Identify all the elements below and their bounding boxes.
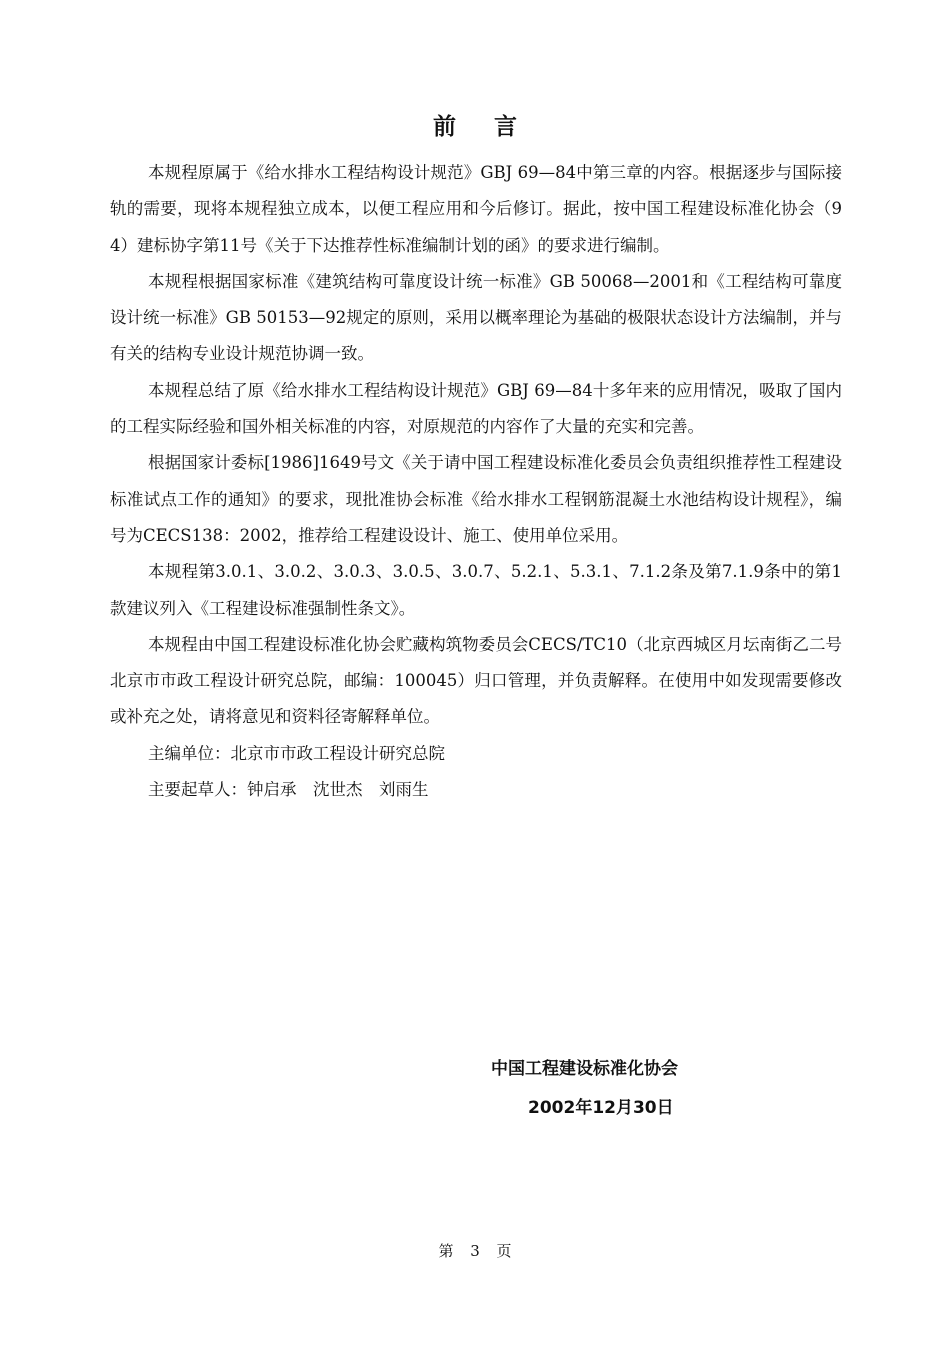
chief-editor-unit: 主编单位：北京市市政工程设计研究总院 (148, 743, 445, 763)
paragraph-approval: 根据国家计委标[1986]1649号文《关于请中国工程建设标准化委员会负责组织推荐性工程建设标准试点工作的通知》的要求，现批准协会标准《给水排水工程钢筋混凝土水池结构设计规程》，编号为CECS138：2002，推荐给工程建设设计、施工、使用单位采用。 (110, 453, 842, 545)
document-title: 前言 (433, 114, 555, 140)
paragraph-administration: 本规程由中国工程建设标准化协会贮藏构筑物委员会CECS/TC10（北京西城区月坛南街乙二号北京市市政工程设计研究总院，邮编：100045）归口管理，并负责解释。在使用中如发现需要修改或补充之处，请将意见和资料径寄解释单位。 (110, 634, 842, 727)
document-body (110, 155, 842, 808)
paragraph-basis: 本规程根据国家标准《建筑结构可靠度设计统一标准》GB 50068—2001和《工程结构可靠度设计统一标准》GB 50153—92规定的原则，采用以概率理论为基础的极限状态设计方法编制，并与有关的结构专业设计规范协调一致。 (110, 271, 842, 364)
signature-date: 2002年12月30日 (528, 1098, 674, 1118)
signature-organization: 中国工程建设标准化协会 (491, 1059, 678, 1079)
main-drafters: 主要起草人：钟启承 沈世杰 刘雨生 (148, 780, 429, 800)
paragraph-origin: 本规程原属于《给水排水工程结构设计规范》GBJ 69—84中第三章的内容。根据逐步与国际接轨的需要，现将本规程独立成本，以便工程应用和今后修订。据此，按中国工程建设标准化协会（94）建标协字第11号《关于下达推荐性标准编制计划的函》的要求进行编制。 (110, 163, 842, 255)
page-number: 第 3 页 (438, 1242, 518, 1260)
paragraph-summary: 本规程总结了原《给水排水工程结构设计规范》GBJ 69—84十多年来的应用情况，吸取了国内的工程实际经验和国外相关标准的内容，对原规范的内容作了大量的充实和完善。 (110, 380, 842, 437)
paragraph-mandatory-clauses: 本规程第3.0.1、3.0.2、3.0.3、3.0.5、3.0.7、5.2.1、5.3.1、7.1.2条及第7.1.9条中的第1款建议列入《工程建设标准强制性条文》。 (110, 562, 842, 618)
